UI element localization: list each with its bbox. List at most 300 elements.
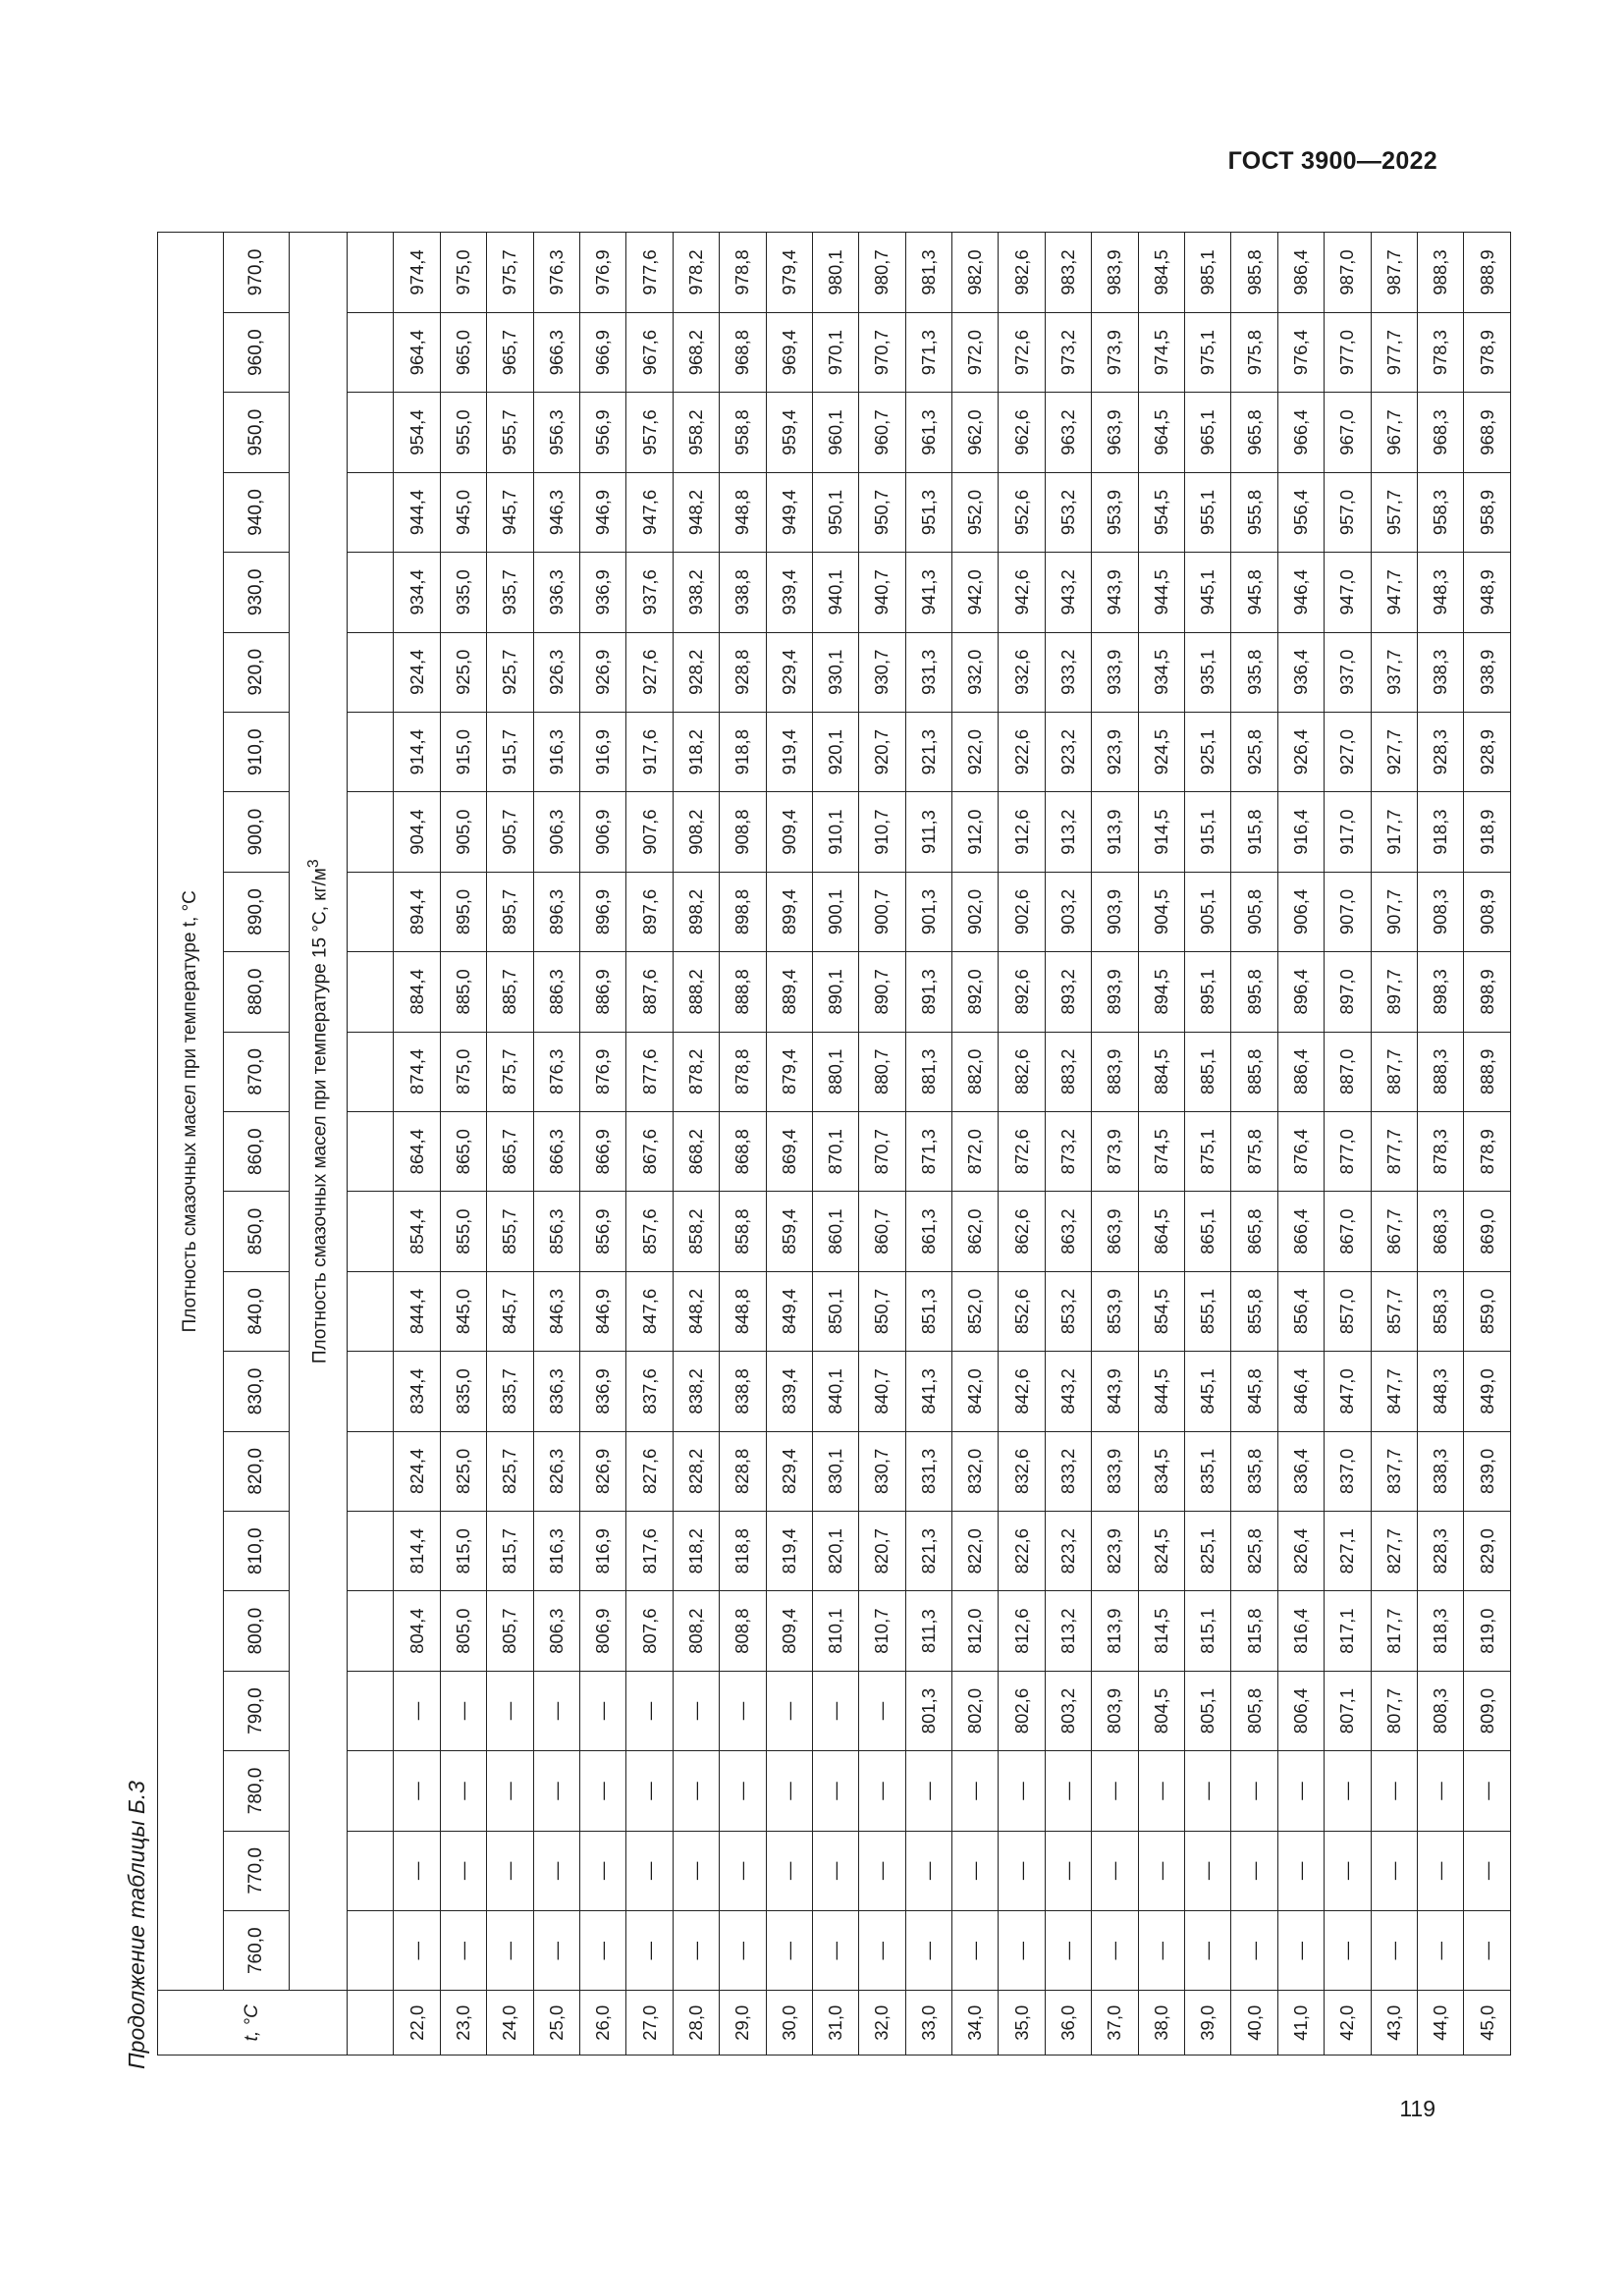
density-cell: 872,6 xyxy=(999,1111,1045,1191)
density-cell: 854,4 xyxy=(394,1192,440,1271)
density-cell: 987,0 xyxy=(1325,233,1371,313)
density-cell: 946,3 xyxy=(533,472,579,552)
density-cell: 976,4 xyxy=(1277,312,1324,392)
density-cell: — xyxy=(1325,1911,1371,1991)
density-cell: 970,7 xyxy=(859,312,905,392)
density-cell: 910,1 xyxy=(812,792,858,872)
density-cell: 934,4 xyxy=(394,553,440,632)
density-cell: 980,1 xyxy=(812,233,858,313)
density-cell: 830,1 xyxy=(812,1431,858,1511)
density-cell: 865,0 xyxy=(440,1111,486,1191)
spacer-cell xyxy=(348,1352,394,1431)
density-cell: — xyxy=(1092,1751,1138,1831)
density-cell: 834,4 xyxy=(394,1352,440,1431)
density-cell: 878,8 xyxy=(720,1032,766,1111)
density-cell: 926,9 xyxy=(579,632,625,712)
density-cell: 927,6 xyxy=(626,632,673,712)
spacer-cell xyxy=(348,1831,394,1910)
density-cell: 917,7 xyxy=(1371,792,1417,872)
temperature-cell: 38,0 xyxy=(1138,1991,1184,2056)
density-cell: — xyxy=(487,1831,533,1910)
density-cell: 928,2 xyxy=(673,632,719,712)
density-cell: 955,1 xyxy=(1185,472,1231,552)
density-cell: 845,0 xyxy=(440,1271,486,1351)
spacer-cell xyxy=(348,1591,394,1671)
density-cell: — xyxy=(1371,1831,1417,1910)
temperature-cell: 35,0 xyxy=(999,1991,1045,2056)
density-cell: 873,2 xyxy=(1045,1111,1091,1191)
density-cell: 895,8 xyxy=(1231,952,1277,1032)
density-cell: 816,3 xyxy=(533,1512,579,1591)
density-cell: — xyxy=(766,1911,812,1991)
density-cell: 847,6 xyxy=(626,1271,673,1351)
density-cell: 842,6 xyxy=(999,1352,1045,1431)
table-row xyxy=(1138,233,1184,2056)
density-cell: 944,4 xyxy=(394,472,440,552)
density-cell: 949,4 xyxy=(766,472,812,552)
density-cell: 847,7 xyxy=(1371,1352,1417,1431)
density-cell: 886,9 xyxy=(579,952,625,1032)
table-row xyxy=(1277,233,1324,2056)
density-cell: 897,6 xyxy=(626,872,673,951)
density-cell: 837,7 xyxy=(1371,1431,1417,1511)
density-cell: 980,7 xyxy=(859,233,905,313)
density-cell: 841,3 xyxy=(905,1352,951,1431)
density-cell: 945,7 xyxy=(487,472,533,552)
density-cell: 885,8 xyxy=(1231,1032,1277,1111)
density-cell: 803,2 xyxy=(1045,1671,1091,1750)
density-cell: 943,9 xyxy=(1092,553,1138,632)
density-cell: 808,2 xyxy=(673,1591,719,1671)
density-cell: 888,2 xyxy=(673,952,719,1032)
density-cell: — xyxy=(1045,1911,1091,1991)
density-cell: 815,8 xyxy=(1231,1591,1277,1671)
density-cell: — xyxy=(579,1911,625,1991)
density-cell: 974,4 xyxy=(394,233,440,313)
density-cell: — xyxy=(1231,1751,1277,1831)
density-cell: 952,0 xyxy=(952,472,999,552)
density-cell: 926,4 xyxy=(1277,712,1324,791)
density-cell: 887,0 xyxy=(1325,1032,1371,1111)
density-cell: — xyxy=(720,1671,766,1750)
density-cell: 934,5 xyxy=(1138,632,1184,712)
density-cell: 815,0 xyxy=(440,1512,486,1591)
density-cell: 945,0 xyxy=(440,472,486,552)
density-cell: 806,4 xyxy=(1277,1671,1324,1750)
density-cell: 820,7 xyxy=(859,1512,905,1591)
density-cell: 866,4 xyxy=(1277,1192,1324,1271)
density-cell: 855,1 xyxy=(1185,1271,1231,1351)
density-cell: — xyxy=(1045,1831,1091,1910)
density-cell: 825,7 xyxy=(487,1431,533,1511)
density-cell: 904,4 xyxy=(394,792,440,872)
density-cell: 946,4 xyxy=(1277,553,1324,632)
density-cell: 916,3 xyxy=(533,712,579,791)
density-cell: 915,0 xyxy=(440,712,486,791)
density-cell: 904,5 xyxy=(1138,872,1184,951)
density-cell: 915,7 xyxy=(487,712,533,791)
density-cell: — xyxy=(673,1671,719,1750)
density-cell: 962,6 xyxy=(999,393,1045,472)
density-cell: 835,1 xyxy=(1185,1431,1231,1511)
density-cell: 832,0 xyxy=(952,1431,999,1511)
density-cell: 918,3 xyxy=(1417,792,1463,872)
density-cell: 885,7 xyxy=(487,952,533,1032)
temperature-cell: 31,0 xyxy=(812,1991,858,2056)
density-cell: 908,8 xyxy=(720,792,766,872)
spacer-cell xyxy=(348,1271,394,1351)
density-cell: 955,8 xyxy=(1231,472,1277,552)
density-cell: 888,9 xyxy=(1464,1032,1510,1111)
density-cell: 849,0 xyxy=(1464,1352,1510,1431)
density-cell: 857,6 xyxy=(626,1192,673,1271)
column-header: 840,0 xyxy=(224,1271,290,1351)
density-cell: 946,9 xyxy=(579,472,625,552)
density-cell: 933,2 xyxy=(1045,632,1091,712)
table-row xyxy=(999,233,1045,2056)
density-cell: 820,1 xyxy=(812,1512,858,1591)
density-cell: 838,2 xyxy=(673,1352,719,1431)
density-cell: 912,6 xyxy=(999,792,1045,872)
density-cell: 805,7 xyxy=(487,1591,533,1671)
density-cell: 936,4 xyxy=(1277,632,1324,712)
density-cell: 890,7 xyxy=(859,952,905,1032)
density-cell: 965,0 xyxy=(440,312,486,392)
density-cell: 870,1 xyxy=(812,1111,858,1191)
density-cell: 978,9 xyxy=(1464,312,1510,392)
density-cell: 985,1 xyxy=(1185,233,1231,313)
density-cell: 958,9 xyxy=(1464,472,1510,552)
density-cell: 832,6 xyxy=(999,1431,1045,1511)
density-cell: 932,6 xyxy=(999,632,1045,712)
table-row xyxy=(533,233,579,2056)
density-cell: 837,6 xyxy=(626,1352,673,1431)
density-cell: 988,9 xyxy=(1464,233,1510,313)
density-cell: — xyxy=(1231,1911,1277,1991)
density-cell: 966,4 xyxy=(1277,393,1324,472)
temperature-cell: 43,0 xyxy=(1371,1991,1417,2056)
spacer-cell xyxy=(348,553,394,632)
density-cell: 907,6 xyxy=(626,792,673,872)
density-cell: 818,3 xyxy=(1417,1591,1463,1671)
density-cell: — xyxy=(673,1911,719,1991)
density-cell: 948,9 xyxy=(1464,553,1510,632)
temperature-cell: 45,0 xyxy=(1464,1991,1510,2056)
density-cell: 867,6 xyxy=(626,1111,673,1191)
density-cell: 982,6 xyxy=(999,233,1045,313)
density-cell: 908,9 xyxy=(1464,872,1510,951)
density-cell: — xyxy=(1417,1831,1463,1910)
density-cell: 896,3 xyxy=(533,872,579,951)
density-cell: 942,0 xyxy=(952,553,999,632)
table-row xyxy=(812,233,858,2056)
density-cell: 847,0 xyxy=(1325,1352,1371,1431)
density-cell: — xyxy=(859,1911,905,1991)
density-cell: 908,2 xyxy=(673,792,719,872)
density-at-t-header: Плотность смазочных масел при температуре t, °C xyxy=(158,233,224,1991)
density-cell: 845,8 xyxy=(1231,1352,1277,1431)
density-cell: 824,4 xyxy=(394,1431,440,1511)
density-cell: 906,3 xyxy=(533,792,579,872)
density-cell: — xyxy=(394,1831,440,1910)
density-cell: 913,2 xyxy=(1045,792,1091,872)
density-cell: 952,6 xyxy=(999,472,1045,552)
density-cell: 810,7 xyxy=(859,1591,905,1671)
density-cell: 882,0 xyxy=(952,1032,999,1111)
density-cell: — xyxy=(626,1751,673,1831)
density-cell: 865,7 xyxy=(487,1111,533,1191)
density-cell: 853,2 xyxy=(1045,1271,1091,1351)
column-header: 920,0 xyxy=(224,632,290,712)
density-cell: 977,0 xyxy=(1325,312,1371,392)
density-cell: 862,6 xyxy=(999,1192,1045,1271)
density-cell: — xyxy=(394,1751,440,1831)
density-cell: 816,4 xyxy=(1277,1591,1324,1671)
density-cell: 900,7 xyxy=(859,872,905,951)
density-cell: 938,8 xyxy=(720,553,766,632)
density-cell: 956,3 xyxy=(533,393,579,472)
density-cell: 955,7 xyxy=(487,393,533,472)
density-cell: 850,1 xyxy=(812,1271,858,1351)
density-cell: 876,4 xyxy=(1277,1111,1324,1191)
density-cell: 849,4 xyxy=(766,1271,812,1351)
density-cell: 817,7 xyxy=(1371,1591,1417,1671)
density-cell: — xyxy=(1325,1831,1371,1910)
density-cell: 977,6 xyxy=(626,233,673,313)
density-cell: 983,9 xyxy=(1092,233,1138,313)
density-cell: 807,6 xyxy=(626,1591,673,1671)
column-header: 810,0 xyxy=(224,1512,290,1591)
table-row xyxy=(487,233,533,2056)
temperature-cell: 34,0 xyxy=(952,1991,999,2056)
density-cell: 805,1 xyxy=(1185,1671,1231,1750)
density-cell: 954,4 xyxy=(394,393,440,472)
density-cell: 958,2 xyxy=(673,393,719,472)
density-cell: 910,7 xyxy=(859,792,905,872)
density-cell: 936,9 xyxy=(579,553,625,632)
density-cell: 862,0 xyxy=(952,1192,999,1271)
density-cell: 880,1 xyxy=(812,1032,858,1111)
spacer-cell xyxy=(348,632,394,712)
density-cell: 863,9 xyxy=(1092,1192,1138,1271)
density-cell: 833,9 xyxy=(1092,1431,1138,1511)
density-cell: 851,3 xyxy=(905,1271,951,1351)
density-cell: 883,9 xyxy=(1092,1032,1138,1111)
table-row xyxy=(952,233,999,2056)
density-cell: 845,1 xyxy=(1185,1352,1231,1431)
spacer-cell xyxy=(348,1111,394,1191)
density-cell: 844,5 xyxy=(1138,1352,1184,1431)
density-cell: 881,3 xyxy=(905,1032,951,1111)
density-cell: 818,2 xyxy=(673,1512,719,1591)
density-cell: — xyxy=(533,1671,579,1750)
table-row xyxy=(1185,233,1231,2056)
density-cell: 956,9 xyxy=(579,393,625,472)
table-row xyxy=(440,233,486,2056)
density-cell: 869,4 xyxy=(766,1111,812,1191)
density-cell: 813,9 xyxy=(1092,1591,1138,1671)
density-cell: 964,4 xyxy=(394,312,440,392)
density-cell: 810,1 xyxy=(812,1591,858,1671)
density-cell: 858,8 xyxy=(720,1192,766,1271)
table-row xyxy=(1464,233,1510,2056)
density-cell: 808,3 xyxy=(1417,1671,1463,1750)
density-cell: 960,1 xyxy=(812,393,858,472)
density-cell: 878,3 xyxy=(1417,1111,1463,1191)
page-number: 119 xyxy=(1399,2096,1435,2121)
density-cell: — xyxy=(1185,1831,1231,1910)
spacer-cell xyxy=(348,712,394,791)
column-header: 850,0 xyxy=(224,1192,290,1271)
density-cell: 833,2 xyxy=(1045,1431,1091,1511)
density-at-15c-header: Плотность смазочных масел при температуре 15 °C, $кг/м^3$ xyxy=(290,233,348,1991)
temperature-cell: 40,0 xyxy=(1231,1991,1277,2056)
spacer-cell xyxy=(348,952,394,1032)
density-cell: 830,7 xyxy=(859,1431,905,1511)
density-cell: 828,3 xyxy=(1417,1512,1463,1591)
density-cell: 894,5 xyxy=(1138,952,1184,1032)
temperature-cell: 24,0 xyxy=(487,1991,533,2056)
spacer-cell xyxy=(348,1431,394,1511)
density-cell: — xyxy=(1464,1831,1510,1910)
density-cell: 878,9 xyxy=(1464,1111,1510,1191)
density-cell: 916,4 xyxy=(1277,792,1324,872)
document-id: ГОСТ 3900—2022 xyxy=(1227,147,1437,175)
density-cell: 836,4 xyxy=(1277,1431,1324,1511)
density-cell: 974,5 xyxy=(1138,312,1184,392)
density-cell: — xyxy=(859,1751,905,1831)
density-cell: 852,0 xyxy=(952,1271,999,1351)
density-cell: 868,3 xyxy=(1417,1192,1463,1271)
density-cell: — xyxy=(766,1671,812,1750)
density-cell: 948,8 xyxy=(720,472,766,552)
density-cell: 963,9 xyxy=(1092,393,1138,472)
density-cell: 988,3 xyxy=(1417,233,1463,313)
spacer-cell xyxy=(348,1751,394,1831)
spacer-cell xyxy=(348,393,394,472)
density-cell: 936,3 xyxy=(533,553,579,632)
density-cell: — xyxy=(440,1911,486,1991)
density-cell: 867,0 xyxy=(1325,1192,1371,1271)
density-cell: 848,2 xyxy=(673,1271,719,1351)
density-cell: 879,4 xyxy=(766,1032,812,1111)
density-cell: 921,3 xyxy=(905,712,951,791)
table-row xyxy=(905,233,951,2056)
density-cell: 866,9 xyxy=(579,1111,625,1191)
density-cell: 885,0 xyxy=(440,952,486,1032)
density-cell: 928,8 xyxy=(720,632,766,712)
density-cell: — xyxy=(1138,1751,1184,1831)
density-cell: — xyxy=(394,1911,440,1991)
density-cell: — xyxy=(579,1831,625,1910)
density-cell: 807,7 xyxy=(1371,1671,1417,1750)
density-cell: — xyxy=(859,1831,905,1910)
density-cell: 897,7 xyxy=(1371,952,1417,1032)
density-cell: 869,0 xyxy=(1464,1192,1510,1271)
density-cell: 818,8 xyxy=(720,1512,766,1591)
density-cell: 915,1 xyxy=(1185,792,1231,872)
density-cell: 826,9 xyxy=(579,1431,625,1511)
density-cell: 827,6 xyxy=(626,1431,673,1511)
density-cell: 805,8 xyxy=(1231,1671,1277,1750)
density-cell: 963,2 xyxy=(1045,393,1091,472)
density-cell: 927,7 xyxy=(1371,712,1417,791)
temperature-cell: 42,0 xyxy=(1325,1991,1371,2056)
density-cell: 922,0 xyxy=(952,712,999,791)
density-cell: 968,8 xyxy=(720,312,766,392)
density-cell: 917,0 xyxy=(1325,792,1371,872)
density-cell: 871,3 xyxy=(905,1111,951,1191)
column-header: 830,0 xyxy=(224,1352,290,1431)
density-cell: 864,5 xyxy=(1138,1192,1184,1271)
density-cell: 811,3 xyxy=(905,1591,951,1671)
density-cell: 928,9 xyxy=(1464,712,1510,791)
density-cell: 855,0 xyxy=(440,1192,486,1271)
density-cell: — xyxy=(1231,1831,1277,1910)
density-cell: 892,6 xyxy=(999,952,1045,1032)
density-cell: 977,7 xyxy=(1371,312,1417,392)
density-cell: 813,2 xyxy=(1045,1591,1091,1671)
density-cell: 924,5 xyxy=(1138,712,1184,791)
density-cell: — xyxy=(812,1751,858,1831)
density-cell: 856,4 xyxy=(1277,1271,1324,1351)
density-cell: 983,2 xyxy=(1045,233,1091,313)
density-cell: 956,4 xyxy=(1277,472,1324,552)
density-cell: — xyxy=(487,1751,533,1831)
density-cell: — xyxy=(487,1671,533,1750)
density-cell: 972,0 xyxy=(952,312,999,392)
density-cell: 930,7 xyxy=(859,632,905,712)
density-cell: 877,6 xyxy=(626,1032,673,1111)
density-cell: — xyxy=(905,1751,951,1831)
density-cell: 815,1 xyxy=(1185,1591,1231,1671)
density-cell: — xyxy=(533,1831,579,1910)
temperature-cell: 39,0 xyxy=(1185,1991,1231,2056)
density-cell: 874,4 xyxy=(394,1032,440,1111)
density-cell: — xyxy=(440,1751,486,1831)
density-cell: 927,0 xyxy=(1325,712,1371,791)
column-header: 890,0 xyxy=(224,872,290,951)
density-cell: 898,3 xyxy=(1417,952,1463,1032)
density-cell: 814,4 xyxy=(394,1512,440,1591)
density-cell: — xyxy=(1138,1911,1184,1991)
density-cell: 945,8 xyxy=(1231,553,1277,632)
density-cell: 895,1 xyxy=(1185,952,1231,1032)
density-cell: 971,3 xyxy=(905,312,951,392)
density-cell: 873,9 xyxy=(1092,1111,1138,1191)
density-cell: 967,6 xyxy=(626,312,673,392)
density-cell: 986,4 xyxy=(1277,233,1324,313)
density-cell: 804,4 xyxy=(394,1591,440,1671)
table-row xyxy=(579,233,625,2056)
column-header: 870,0 xyxy=(224,1032,290,1111)
density-cell: 902,6 xyxy=(999,872,1045,951)
density-cell: 863,2 xyxy=(1045,1192,1091,1271)
table-caption: Продолжение таблицы Б.3 xyxy=(124,1781,149,2069)
density-cell: 823,2 xyxy=(1045,1512,1091,1591)
density-cell: — xyxy=(1417,1911,1463,1991)
temperature-cell: 26,0 xyxy=(579,1991,625,2056)
density-cell: — xyxy=(999,1751,1045,1831)
density-cell: — xyxy=(1277,1911,1324,1991)
density-cell: — xyxy=(440,1831,486,1910)
temperature-cell: 44,0 xyxy=(1417,1991,1463,2056)
density-cell: 860,7 xyxy=(859,1192,905,1271)
density-cell: — xyxy=(999,1911,1045,1991)
density-cell: 809,4 xyxy=(766,1591,812,1671)
t-column-header xyxy=(158,1991,348,2056)
density-cell: 884,5 xyxy=(1138,1032,1184,1111)
